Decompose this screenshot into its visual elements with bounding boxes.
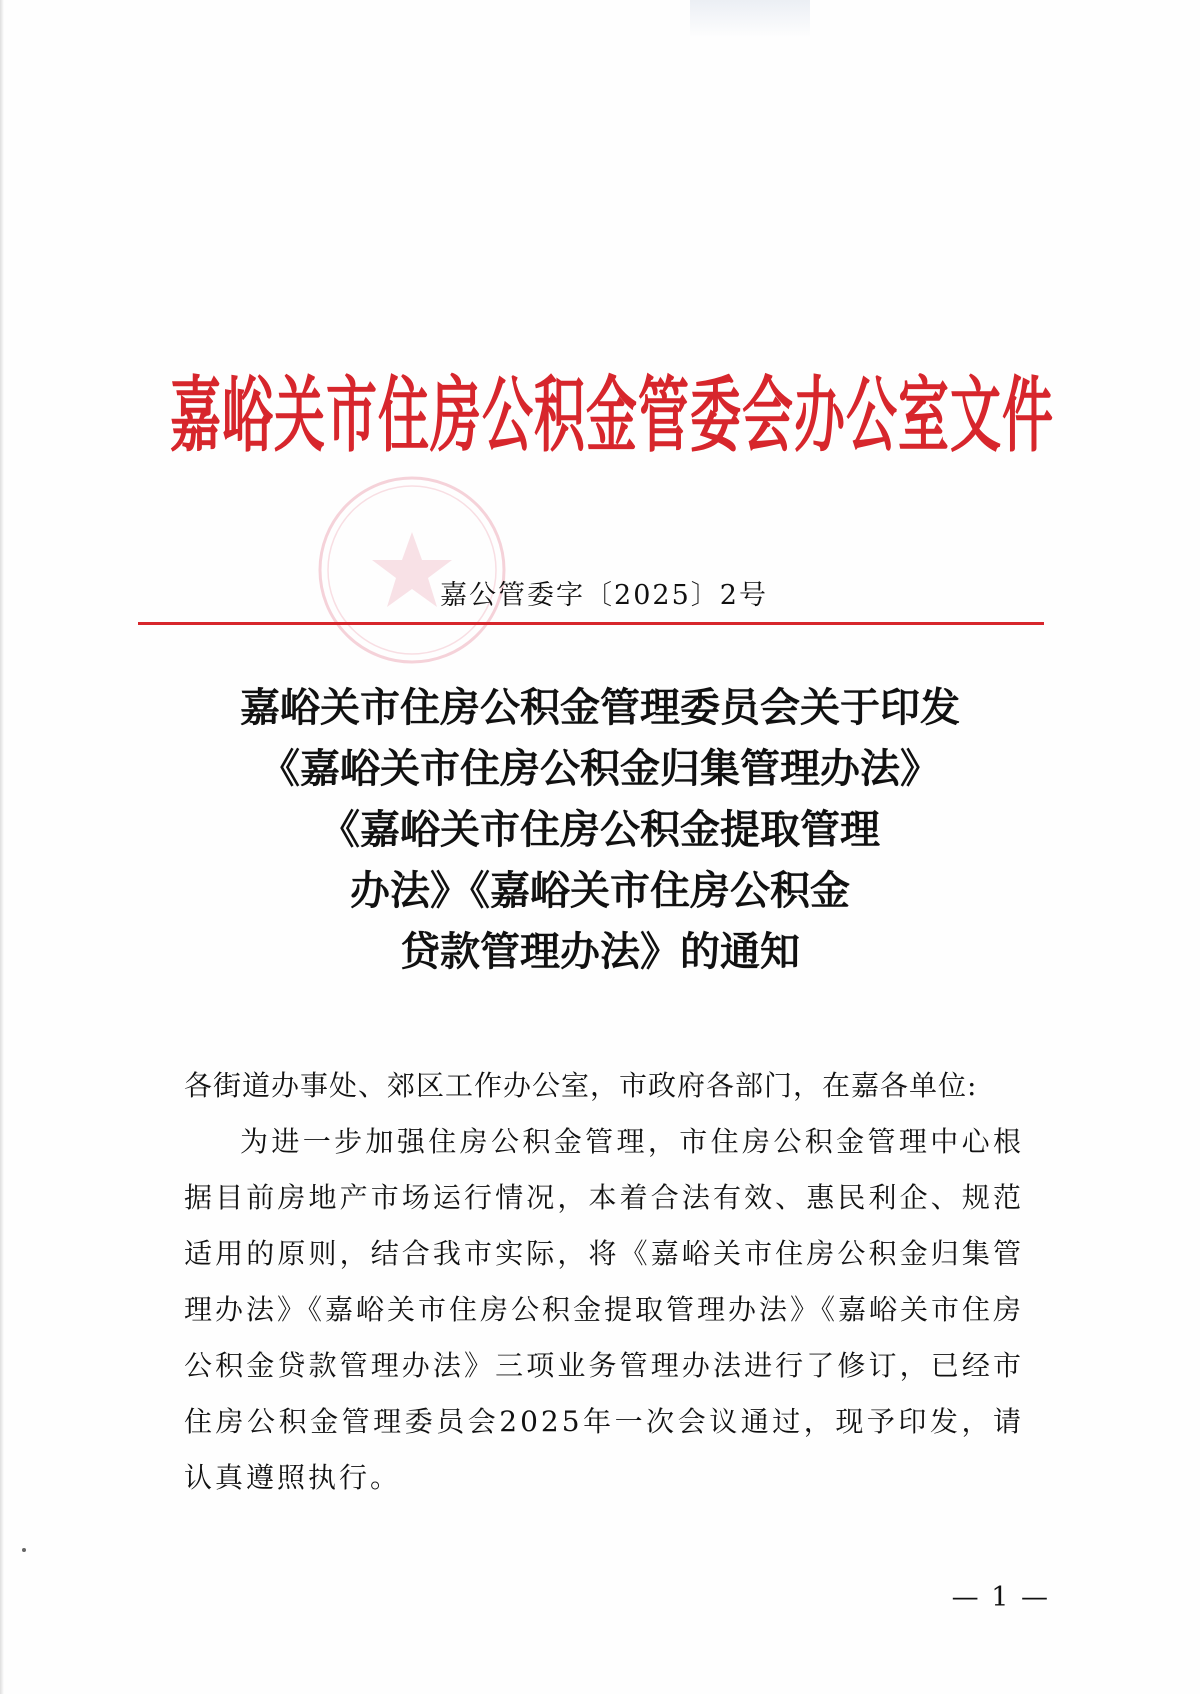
notice-title xyxy=(100,678,1100,983)
salutation: 各街道办事处、郊区工作办公室，市政府各部门，在嘉各单位: xyxy=(184,1069,978,1102)
scan-edge xyxy=(0,0,4,1694)
notice-title-line: 贷款管理办法》的通知 xyxy=(400,929,800,975)
scan-speck xyxy=(22,1548,26,1552)
notice-title-line: 嘉峪关市住房公积金管理委员会关于印发 xyxy=(240,685,960,731)
document-number: 嘉公管委字〔2025〕2号 xyxy=(440,580,768,611)
body-paragraph: 为进一步加强住房公积金管理，市住房公积金管理中心根据目前房地产市场运行情况，本着合法有效、惠民利企、规范适用的原则，结合我市实际，将《嘉峪关市住房公积金归集管理办法》《嘉峪关市住房公积金提取管理办法》《嘉峪关市住房公积金贷款管理办法》三项业务管理办法进行了修订，已经市住房公积金管理委员会2025年一次会议通过，现予印发，请认真遵照执行。 xyxy=(184,1125,1025,1494)
scan-shadow xyxy=(690,0,810,38)
page-number: — 1 — xyxy=(951,1582,1050,1613)
notice-title-line: 办法》《嘉峪关市住房公积金 xyxy=(350,868,850,914)
red-separator-line xyxy=(138,622,1044,625)
document-body xyxy=(184,1058,1024,1506)
notice-title-line: 《嘉峪关市住房公积金提取管理 xyxy=(320,807,880,853)
issuer-header-title: 嘉峪关市住房公积金管委会办公室文件 xyxy=(170,370,1055,465)
notice-title-line: 《嘉峪关市住房公积金归集管理办法》 xyxy=(260,746,940,792)
